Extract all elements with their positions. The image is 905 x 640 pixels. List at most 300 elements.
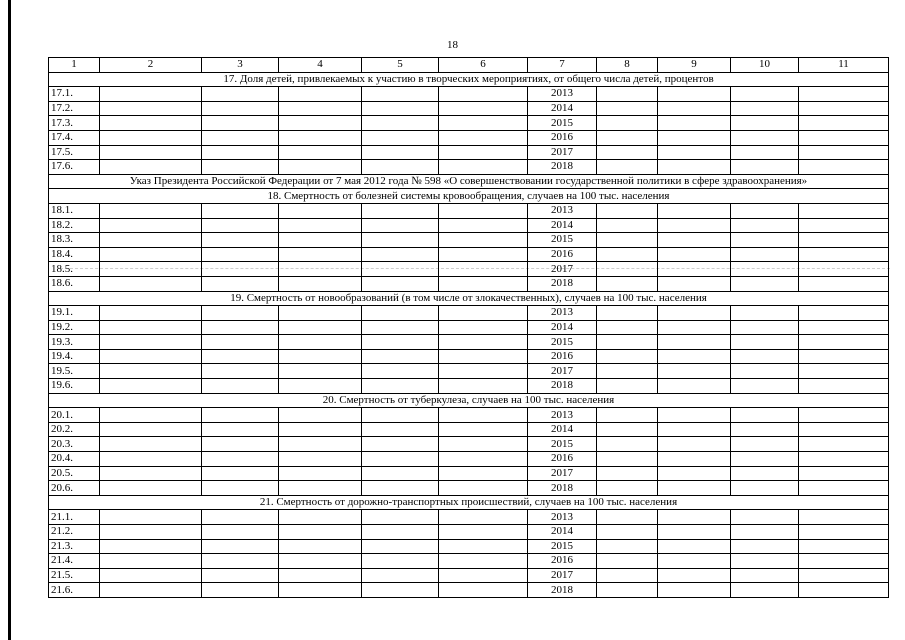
year-cell: 2014 bbox=[528, 218, 597, 233]
table-row bbox=[49, 408, 889, 423]
empty-cell bbox=[597, 203, 658, 218]
table-row bbox=[49, 525, 889, 540]
empty-cell bbox=[799, 306, 889, 321]
empty-cell bbox=[597, 262, 658, 277]
empty-cell bbox=[279, 510, 362, 525]
column-header: 5 bbox=[362, 58, 439, 73]
empty-cell bbox=[439, 422, 528, 437]
empty-cell bbox=[100, 160, 202, 175]
empty-cell bbox=[362, 379, 439, 394]
column-header: 3 bbox=[202, 58, 279, 73]
empty-cell bbox=[202, 203, 279, 218]
empty-cell bbox=[100, 203, 202, 218]
page-binding-line bbox=[8, 0, 11, 640]
empty-cell bbox=[202, 101, 279, 116]
empty-cell bbox=[439, 247, 528, 262]
table-body bbox=[49, 58, 889, 598]
empty-cell bbox=[799, 568, 889, 583]
year-cell: 2018 bbox=[528, 379, 597, 394]
empty-cell bbox=[731, 130, 799, 145]
empty-cell bbox=[279, 568, 362, 583]
empty-cell bbox=[202, 87, 279, 102]
empty-cell bbox=[362, 583, 439, 598]
row-number-cell: 18.4. bbox=[49, 247, 100, 262]
empty-cell bbox=[439, 466, 528, 481]
empty-cell bbox=[100, 525, 202, 540]
table-row bbox=[49, 568, 889, 583]
empty-cell bbox=[731, 525, 799, 540]
year-cell: 2013 bbox=[528, 87, 597, 102]
row-number-cell: 20.1. bbox=[49, 408, 100, 423]
empty-cell bbox=[658, 481, 731, 496]
empty-cell bbox=[362, 554, 439, 569]
year-cell: 2013 bbox=[528, 203, 597, 218]
empty-cell bbox=[279, 554, 362, 569]
table-row bbox=[49, 583, 889, 598]
empty-cell bbox=[279, 452, 362, 467]
empty-cell bbox=[597, 349, 658, 364]
empty-cell bbox=[362, 335, 439, 350]
empty-cell bbox=[439, 203, 528, 218]
empty-cell bbox=[658, 335, 731, 350]
column-header: 4 bbox=[279, 58, 362, 73]
empty-cell bbox=[439, 481, 528, 496]
year-cell: 2016 bbox=[528, 130, 597, 145]
column-header: 10 bbox=[731, 58, 799, 73]
empty-cell bbox=[362, 568, 439, 583]
empty-cell bbox=[731, 276, 799, 291]
empty-cell bbox=[362, 87, 439, 102]
empty-cell bbox=[731, 160, 799, 175]
empty-cell bbox=[799, 130, 889, 145]
empty-cell bbox=[731, 583, 799, 598]
empty-cell bbox=[362, 203, 439, 218]
table-row bbox=[49, 116, 889, 131]
empty-cell bbox=[597, 408, 658, 423]
column-header: 8 bbox=[597, 58, 658, 73]
row-number-cell: 18.3. bbox=[49, 233, 100, 248]
empty-cell bbox=[597, 568, 658, 583]
year-cell: 2017 bbox=[528, 364, 597, 379]
table-row bbox=[49, 335, 889, 350]
table-row bbox=[49, 218, 889, 233]
row-number-cell: 17.5. bbox=[49, 145, 100, 160]
empty-cell bbox=[202, 116, 279, 131]
empty-cell bbox=[100, 320, 202, 335]
empty-cell bbox=[731, 466, 799, 481]
empty-cell bbox=[279, 101, 362, 116]
year-cell: 2016 bbox=[528, 452, 597, 467]
empty-cell bbox=[799, 203, 889, 218]
year-cell: 2013 bbox=[528, 408, 597, 423]
empty-cell bbox=[597, 218, 658, 233]
year-cell: 2014 bbox=[528, 525, 597, 540]
table-row bbox=[49, 160, 889, 175]
row-number-cell: 20.6. bbox=[49, 481, 100, 496]
empty-cell bbox=[100, 554, 202, 569]
empty-cell bbox=[100, 539, 202, 554]
row-number-cell: 19.3. bbox=[49, 335, 100, 350]
empty-cell bbox=[279, 262, 362, 277]
table-row bbox=[49, 145, 889, 160]
table-row bbox=[49, 481, 889, 496]
year-cell: 2014 bbox=[528, 101, 597, 116]
empty-cell bbox=[799, 525, 889, 540]
empty-cell bbox=[799, 160, 889, 175]
empty-cell bbox=[202, 349, 279, 364]
table-row bbox=[49, 320, 889, 335]
year-cell: 2014 bbox=[528, 320, 597, 335]
table-row bbox=[49, 276, 889, 291]
empty-cell bbox=[799, 335, 889, 350]
empty-cell bbox=[597, 101, 658, 116]
empty-cell bbox=[362, 233, 439, 248]
empty-cell bbox=[362, 466, 439, 481]
empty-cell bbox=[658, 568, 731, 583]
empty-cell bbox=[658, 466, 731, 481]
empty-cell bbox=[279, 583, 362, 598]
empty-cell bbox=[658, 262, 731, 277]
row-number-cell: 17.3. bbox=[49, 116, 100, 131]
empty-cell bbox=[439, 525, 528, 540]
table-row bbox=[49, 233, 889, 248]
empty-cell bbox=[731, 510, 799, 525]
empty-cell bbox=[658, 437, 731, 452]
row-number-cell: 21.4. bbox=[49, 554, 100, 569]
empty-cell bbox=[799, 349, 889, 364]
table-row bbox=[49, 130, 889, 145]
empty-cell bbox=[658, 583, 731, 598]
row-number-cell: 21.6. bbox=[49, 583, 100, 598]
empty-cell bbox=[279, 218, 362, 233]
empty-cell bbox=[597, 422, 658, 437]
table-row bbox=[49, 379, 889, 394]
decree-title: Указ Президента Российской Федерации от 7 мая 2012 года № 598 «О совершенствовании государственной политики в сфере здравоохранения» bbox=[49, 174, 889, 189]
empty-cell bbox=[279, 160, 362, 175]
year-cell: 2014 bbox=[528, 422, 597, 437]
row-number-cell: 19.4. bbox=[49, 349, 100, 364]
empty-cell bbox=[658, 539, 731, 554]
section-title-row bbox=[49, 495, 889, 510]
empty-cell bbox=[202, 568, 279, 583]
row-number-cell: 20.2. bbox=[49, 422, 100, 437]
empty-cell bbox=[731, 116, 799, 131]
empty-cell bbox=[279, 335, 362, 350]
year-cell: 2016 bbox=[528, 247, 597, 262]
empty-cell bbox=[597, 233, 658, 248]
empty-cell bbox=[799, 218, 889, 233]
empty-cell bbox=[202, 364, 279, 379]
empty-cell bbox=[439, 349, 528, 364]
empty-cell bbox=[597, 379, 658, 394]
column-header: 2 bbox=[100, 58, 202, 73]
empty-cell bbox=[202, 130, 279, 145]
empty-cell bbox=[202, 466, 279, 481]
column-header: 7 bbox=[528, 58, 597, 73]
row-number-cell: 19.1. bbox=[49, 306, 100, 321]
empty-cell bbox=[100, 247, 202, 262]
empty-cell bbox=[658, 422, 731, 437]
empty-cell bbox=[439, 408, 528, 423]
empty-cell bbox=[202, 481, 279, 496]
table-row bbox=[49, 510, 889, 525]
empty-cell bbox=[279, 349, 362, 364]
empty-cell bbox=[362, 349, 439, 364]
row-number-cell: 17.1. bbox=[49, 87, 100, 102]
empty-cell bbox=[439, 452, 528, 467]
empty-cell bbox=[731, 262, 799, 277]
empty-cell bbox=[202, 276, 279, 291]
empty-cell bbox=[279, 116, 362, 131]
empty-cell bbox=[597, 437, 658, 452]
column-header: 6 bbox=[439, 58, 528, 73]
empty-cell bbox=[731, 218, 799, 233]
empty-cell bbox=[202, 583, 279, 598]
empty-cell bbox=[100, 437, 202, 452]
table-row bbox=[49, 306, 889, 321]
column-header: 11 bbox=[799, 58, 889, 73]
empty-cell bbox=[731, 379, 799, 394]
empty-cell bbox=[362, 145, 439, 160]
table-row bbox=[49, 87, 889, 102]
table-row bbox=[49, 364, 889, 379]
empty-cell bbox=[799, 320, 889, 335]
empty-cell bbox=[202, 525, 279, 540]
empty-cell bbox=[279, 276, 362, 291]
empty-cell bbox=[100, 466, 202, 481]
empty-cell bbox=[799, 583, 889, 598]
empty-cell bbox=[597, 276, 658, 291]
empty-cell bbox=[202, 262, 279, 277]
row-number-cell: 20.3. bbox=[49, 437, 100, 452]
empty-cell bbox=[731, 203, 799, 218]
empty-cell bbox=[597, 364, 658, 379]
empty-cell bbox=[202, 452, 279, 467]
row-number-cell: 17.4. bbox=[49, 130, 100, 145]
empty-cell bbox=[731, 554, 799, 569]
empty-cell bbox=[658, 218, 731, 233]
empty-cell bbox=[439, 364, 528, 379]
empty-cell bbox=[597, 583, 658, 598]
empty-cell bbox=[279, 408, 362, 423]
year-cell: 2015 bbox=[528, 116, 597, 131]
empty-cell bbox=[362, 452, 439, 467]
empty-cell bbox=[731, 452, 799, 467]
empty-cell bbox=[799, 481, 889, 496]
empty-cell bbox=[658, 379, 731, 394]
empty-cell bbox=[597, 335, 658, 350]
table-row bbox=[49, 203, 889, 218]
empty-cell bbox=[731, 335, 799, 350]
empty-cell bbox=[731, 87, 799, 102]
empty-cell bbox=[658, 247, 731, 262]
empty-cell bbox=[658, 203, 731, 218]
empty-cell bbox=[100, 276, 202, 291]
empty-cell bbox=[100, 510, 202, 525]
empty-cell bbox=[279, 130, 362, 145]
empty-cell bbox=[100, 349, 202, 364]
empty-cell bbox=[100, 583, 202, 598]
empty-cell bbox=[597, 247, 658, 262]
empty-cell bbox=[658, 510, 731, 525]
empty-cell bbox=[100, 568, 202, 583]
row-number-cell: 18.6. bbox=[49, 276, 100, 291]
table-row bbox=[49, 554, 889, 569]
table-row bbox=[49, 247, 889, 262]
page-number: 18 bbox=[447, 39, 458, 51]
empty-cell bbox=[100, 335, 202, 350]
empty-cell bbox=[279, 481, 362, 496]
empty-cell bbox=[799, 276, 889, 291]
empty-cell bbox=[202, 422, 279, 437]
empty-cell bbox=[799, 101, 889, 116]
empty-cell bbox=[439, 276, 528, 291]
empty-cell bbox=[279, 525, 362, 540]
empty-cell bbox=[439, 101, 528, 116]
empty-cell bbox=[658, 452, 731, 467]
empty-cell bbox=[279, 306, 362, 321]
empty-cell bbox=[279, 145, 362, 160]
empty-cell bbox=[731, 247, 799, 262]
empty-cell bbox=[362, 101, 439, 116]
empty-cell bbox=[439, 510, 528, 525]
empty-cell bbox=[731, 422, 799, 437]
empty-cell bbox=[362, 364, 439, 379]
empty-cell bbox=[202, 437, 279, 452]
year-cell: 2015 bbox=[528, 233, 597, 248]
year-cell: 2018 bbox=[528, 276, 597, 291]
section-title: 19. Смертность от новообразований (в том числе от злокачественных), случаев на 100 тыс. населения bbox=[49, 291, 889, 306]
empty-cell bbox=[731, 568, 799, 583]
empty-cell bbox=[597, 87, 658, 102]
empty-cell bbox=[279, 437, 362, 452]
empty-cell bbox=[202, 335, 279, 350]
empty-cell bbox=[439, 145, 528, 160]
empty-cell bbox=[202, 218, 279, 233]
empty-cell bbox=[799, 466, 889, 481]
empty-cell bbox=[597, 452, 658, 467]
year-cell: 2015 bbox=[528, 335, 597, 350]
empty-cell bbox=[362, 422, 439, 437]
empty-cell bbox=[362, 306, 439, 321]
row-number-cell: 21.1. bbox=[49, 510, 100, 525]
empty-cell bbox=[731, 306, 799, 321]
empty-cell bbox=[799, 247, 889, 262]
empty-cell bbox=[658, 320, 731, 335]
empty-cell bbox=[658, 87, 731, 102]
year-cell: 2016 bbox=[528, 349, 597, 364]
empty-cell bbox=[362, 437, 439, 452]
empty-cell bbox=[658, 364, 731, 379]
row-number-cell: 17.2. bbox=[49, 101, 100, 116]
table-row bbox=[49, 539, 889, 554]
empty-cell bbox=[279, 320, 362, 335]
empty-cell bbox=[799, 510, 889, 525]
empty-cell bbox=[279, 364, 362, 379]
year-cell: 2018 bbox=[528, 583, 597, 598]
empty-cell bbox=[279, 233, 362, 248]
table-row bbox=[49, 437, 889, 452]
empty-cell bbox=[731, 364, 799, 379]
section-title: 17. Доля детей, привлекаемых к участию в творческих мероприятиях, от общего числа детей, процентов bbox=[49, 72, 889, 87]
empty-cell bbox=[597, 539, 658, 554]
empty-cell bbox=[439, 116, 528, 131]
empty-cell bbox=[799, 364, 889, 379]
empty-cell bbox=[597, 160, 658, 175]
indicator-table bbox=[48, 57, 889, 598]
empty-cell bbox=[439, 568, 528, 583]
column-header: 9 bbox=[658, 58, 731, 73]
empty-cell bbox=[439, 218, 528, 233]
empty-cell bbox=[279, 379, 362, 394]
empty-cell bbox=[799, 379, 889, 394]
empty-cell bbox=[799, 116, 889, 131]
empty-cell bbox=[658, 554, 731, 569]
empty-cell bbox=[731, 233, 799, 248]
row-number-cell: 21.3. bbox=[49, 539, 100, 554]
empty-cell bbox=[202, 233, 279, 248]
empty-cell bbox=[279, 203, 362, 218]
empty-cell bbox=[731, 481, 799, 496]
table-row bbox=[49, 262, 889, 277]
year-cell: 2017 bbox=[528, 262, 597, 277]
empty-cell bbox=[597, 525, 658, 540]
empty-cell bbox=[597, 145, 658, 160]
empty-cell bbox=[439, 320, 528, 335]
empty-cell bbox=[202, 379, 279, 394]
section-title-row bbox=[49, 72, 889, 87]
empty-cell bbox=[362, 539, 439, 554]
empty-cell bbox=[202, 510, 279, 525]
empty-cell bbox=[100, 481, 202, 496]
empty-cell bbox=[202, 247, 279, 262]
empty-cell bbox=[597, 130, 658, 145]
empty-cell bbox=[100, 87, 202, 102]
empty-cell bbox=[362, 408, 439, 423]
year-cell: 2015 bbox=[528, 437, 597, 452]
row-number-cell: 17.6. bbox=[49, 160, 100, 175]
empty-cell bbox=[731, 539, 799, 554]
row-number-cell: 19.6. bbox=[49, 379, 100, 394]
empty-cell bbox=[202, 539, 279, 554]
empty-cell bbox=[202, 554, 279, 569]
empty-cell bbox=[100, 145, 202, 160]
year-cell: 2018 bbox=[528, 160, 597, 175]
row-number-cell: 21.2. bbox=[49, 525, 100, 540]
empty-cell bbox=[731, 101, 799, 116]
empty-cell bbox=[100, 422, 202, 437]
empty-cell bbox=[658, 233, 731, 248]
empty-cell bbox=[362, 130, 439, 145]
year-cell: 2017 bbox=[528, 466, 597, 481]
empty-cell bbox=[100, 130, 202, 145]
empty-cell bbox=[799, 145, 889, 160]
row-number-cell: 20.5. bbox=[49, 466, 100, 481]
row-number-cell: 19.5. bbox=[49, 364, 100, 379]
section-title: 20. Смертность от туберкулеза, случаев на 100 тыс. населения bbox=[49, 393, 889, 408]
empty-cell bbox=[202, 145, 279, 160]
empty-cell bbox=[799, 554, 889, 569]
empty-cell bbox=[100, 101, 202, 116]
empty-cell bbox=[597, 510, 658, 525]
year-cell: 2017 bbox=[528, 145, 597, 160]
empty-cell bbox=[439, 233, 528, 248]
empty-cell bbox=[279, 87, 362, 102]
section-title: 21. Смертность от дорожно-транспортных происшествий, случаев на 100 тыс. населения bbox=[49, 495, 889, 510]
year-cell: 2013 bbox=[528, 306, 597, 321]
row-number-cell: 18.1. bbox=[49, 203, 100, 218]
empty-cell bbox=[658, 145, 731, 160]
